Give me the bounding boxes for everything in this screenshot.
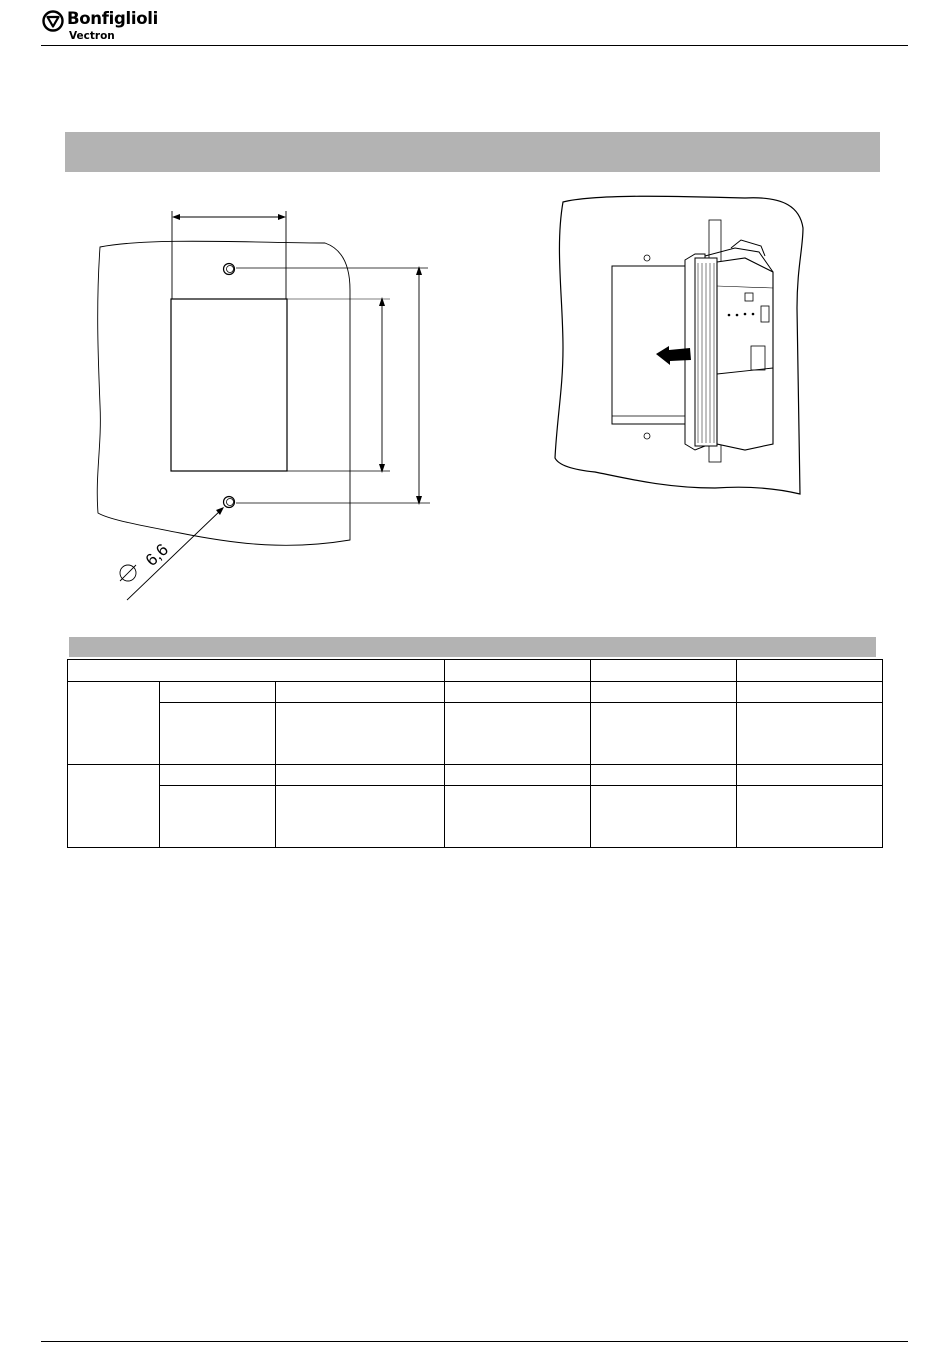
bonfiglioli-logo-icon — [42, 10, 64, 32]
table-header-cell — [68, 660, 445, 682]
table-header-cell — [737, 660, 883, 682]
table-cell — [737, 786, 883, 848]
table-row — [68, 765, 883, 786]
table-cell — [445, 765, 591, 786]
table-cell — [276, 703, 445, 765]
header-rule — [41, 45, 908, 46]
footer-rule — [41, 1341, 908, 1342]
table-cell — [737, 703, 883, 765]
table-cell — [68, 765, 160, 848]
device-outline — [171, 299, 287, 471]
brand-subname: Vectron — [69, 30, 115, 42]
brand-logo — [41, 8, 181, 44]
table-header-cell — [591, 660, 737, 682]
table-row — [68, 786, 883, 848]
table-cell — [445, 703, 591, 765]
hole-diameter-label: 6,6 — [141, 539, 173, 570]
table-cell — [160, 703, 276, 765]
table-heading-bar — [69, 637, 876, 657]
table-cell — [737, 765, 883, 786]
table-row — [68, 682, 883, 703]
mounting-hole-top — [224, 264, 235, 275]
section-heading-bar — [65, 132, 880, 172]
table-header-cell — [445, 660, 591, 682]
table-cell — [591, 765, 737, 786]
mounting-hole-bottom — [224, 497, 235, 508]
mounting-dimension-drawing — [60, 195, 450, 615]
table-cell — [160, 682, 276, 703]
table-row — [68, 703, 883, 765]
table-cell — [591, 786, 737, 848]
brand-name: Bonfiglioli — [67, 9, 158, 28]
table-cell — [160, 765, 276, 786]
table-cell — [445, 786, 591, 848]
table-cell — [276, 786, 445, 848]
table-cell — [68, 682, 160, 765]
table-cell — [591, 682, 737, 703]
table-cell — [160, 786, 276, 848]
device-insertion-illustration — [545, 188, 815, 500]
table-cell — [276, 682, 445, 703]
table-cell — [445, 682, 591, 703]
table-header-row — [68, 660, 883, 682]
spec-table — [67, 659, 883, 848]
table-cell — [737, 682, 883, 703]
table-cell — [276, 765, 445, 786]
table-cell — [591, 703, 737, 765]
